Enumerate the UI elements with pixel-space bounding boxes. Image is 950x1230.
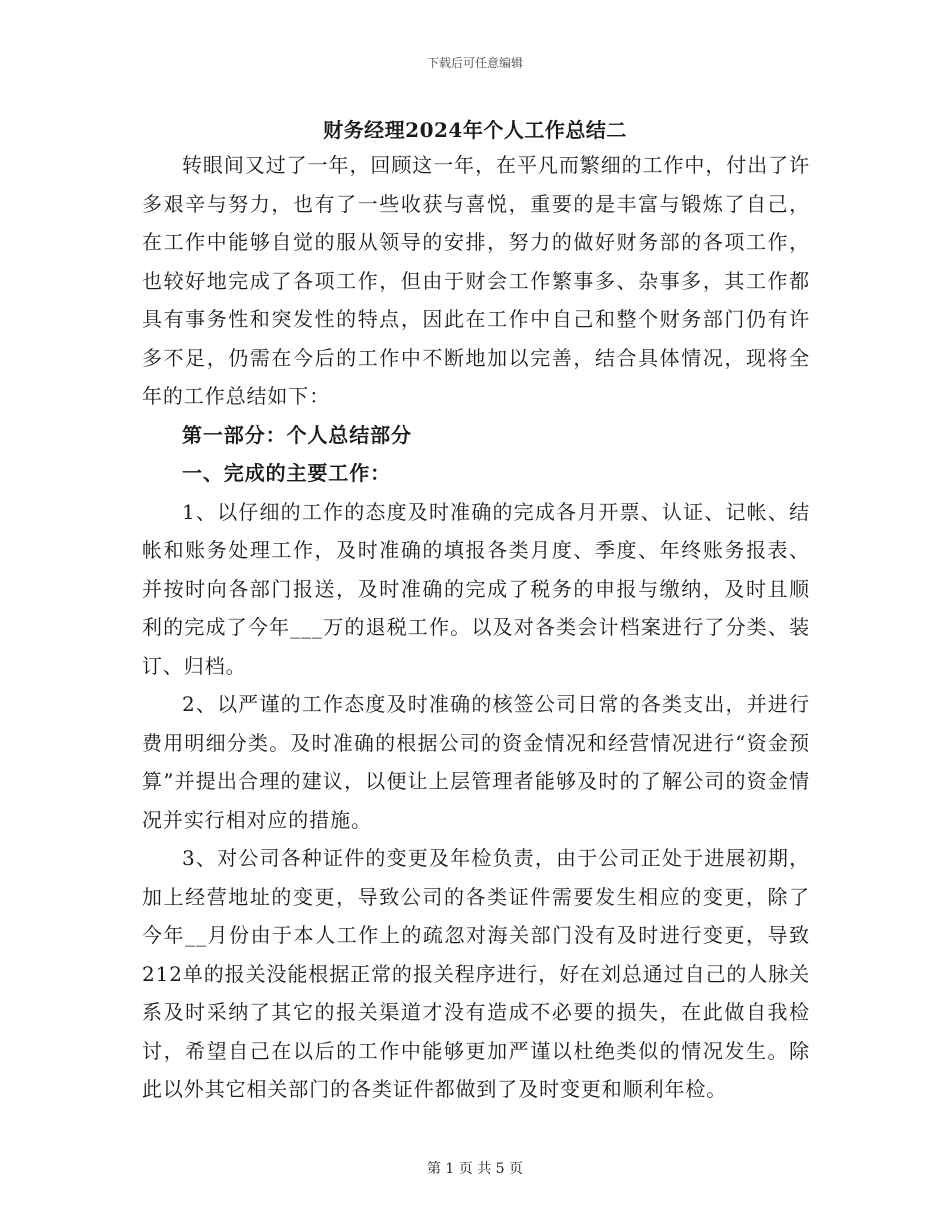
page-number: 第 1 页 共 5 页: [426, 1161, 524, 1177]
subsection-heading-main-work: 一、完成的主要工作：: [182, 461, 391, 485]
page-header-note: 下载后可任意编辑: [426, 56, 523, 70]
section-heading-part-one: 第一部分：个人总结部分: [182, 422, 412, 447]
document-title: 财务经理2024年个人工作总结二: [323, 118, 627, 142]
work-item-2: 2、以严谨的工作态度及时准确的核签公司日常的各类支出，并进行费用明细分类。及时准确的根据公司的资金情况和经营情况进行“资金预算”并提出合理的建议，以便让上层管理者能够及时的了解公司的资金情况并实行相对应的措施。: [142, 692, 810, 832]
document-body: [142, 146, 810, 1109]
intro-paragraph: 转眼间又过了一年，回顾这一年，在平凡而繁细的工作中，付出了许多艰辛与努力，也有了一些收获与喜悦，重要的是丰富与锻炼了自己，在工作中能够自觉的服从领导的安排，努力的做好财务部的各项工作，也较好地完成了各项工作，但由于财会工作繁事多、杂事多，其工作都具有事务性和突发性的特点，因此在工作中自己和整个财务部门仍有许多不足，仍需在今后的工作中不断地加以完善，结合具体情况，现将全年的工作总结如下：: [142, 153, 810, 408]
work-item-1: 1、以仔细的工作的态度及时准确的完成各月开票、认证、记帐、结帐和账务处理工作，及时准确的填报各类月度、季度、年终账务报表、并按时向各部门报送，及时准确的完成了税务的申报与缴纳，及时且顺利的完成了今年___万的退税工作。以及对各类会计档案进行了分类、装订、归档。: [142, 499, 810, 678]
work-item-3: 3、对公司各种证件的变更及年检负责，由于公司正处于进展初期，加上经营地址的变更，导致公司的各类证件需要发生相应的变更，除了今年__月份由于本人工作上的疏忽对海关部门没有及时进行变更，导致212单的报关没能根据正常的报关程序进行，好在刘总通过自己的人脉关系及时采纳了其它的报关渠道才没有造成不必要的损失，在此做自我检讨，希望自己在以后的工作中能够更加严谨以杜绝类似的情况发生。除此以外其它相关部门的各类证件都做到了及时变更和顺利年检。: [142, 846, 810, 1101]
